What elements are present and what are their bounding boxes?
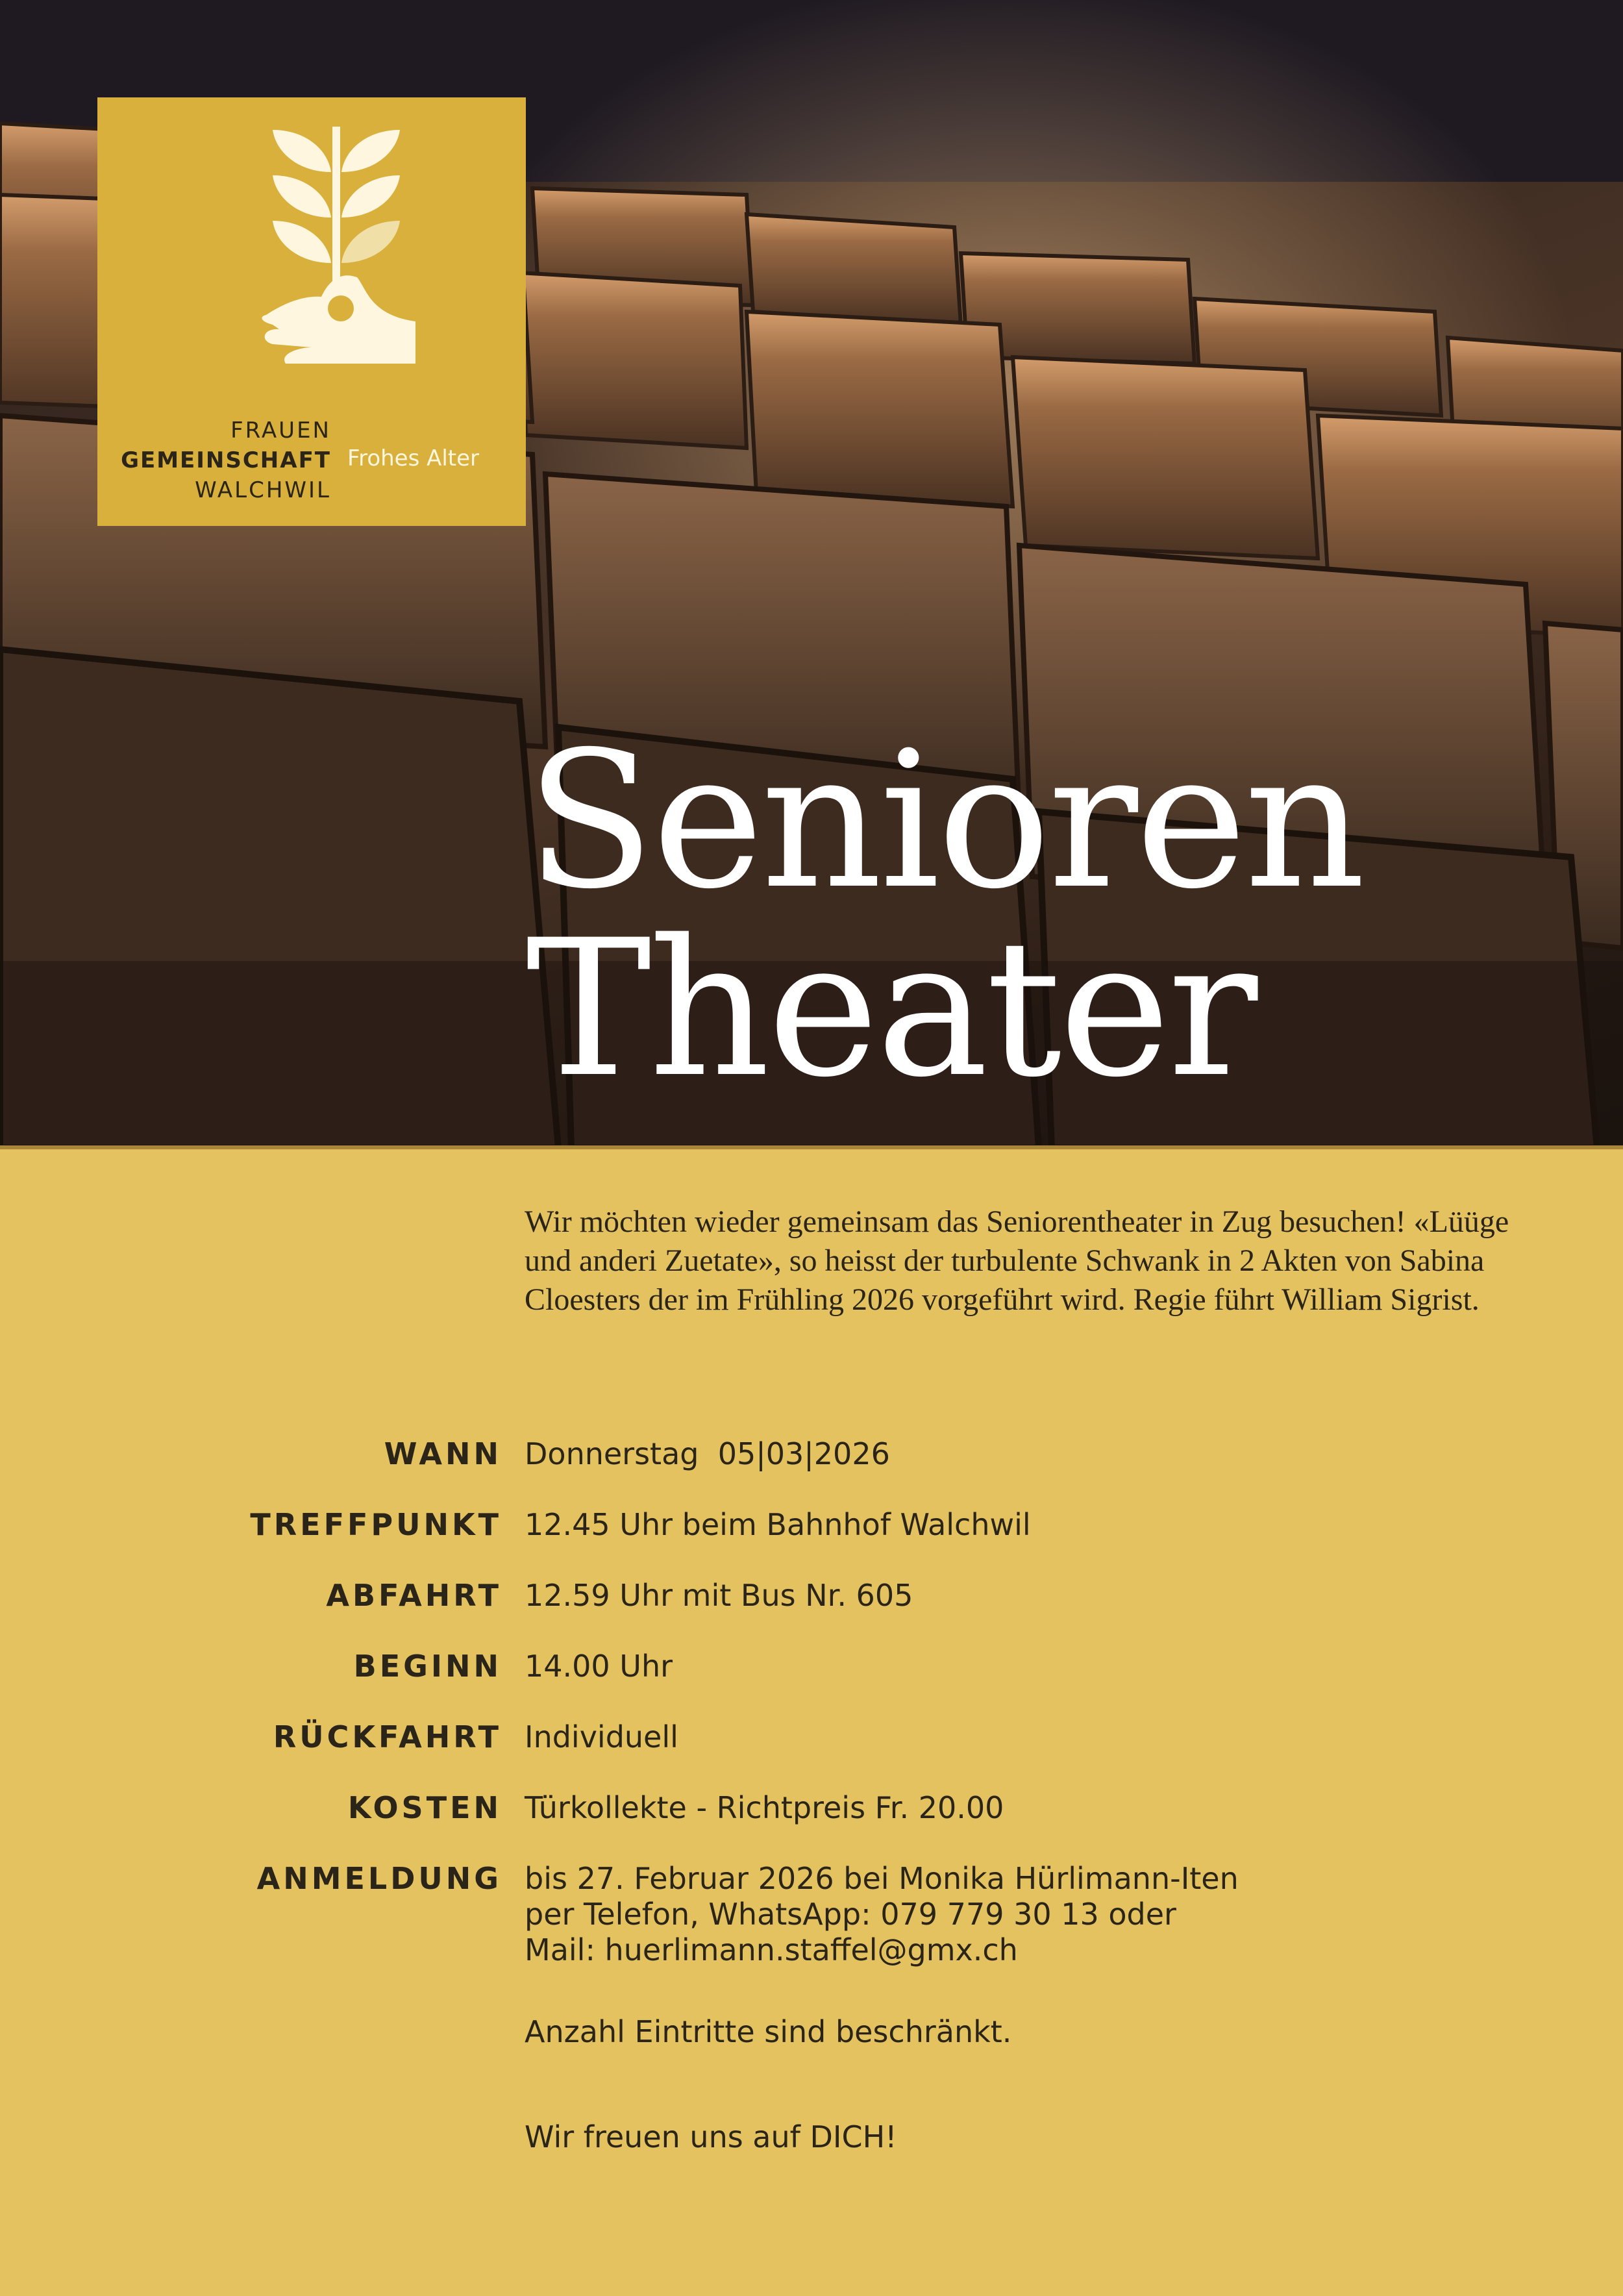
registration-details — [525, 1861, 1239, 1968]
detail-value: 14.00 Uhr — [525, 1649, 673, 1684]
detail-label: ANMELDUNG — [256, 1861, 502, 1896]
title-line-2: Theater — [526, 900, 1256, 1119]
logo-line-walchwil: WALCHWIL — [195, 477, 331, 503]
detail-row-treffpunkt — [0, 1507, 1623, 1578]
logo-line-gemeinschaft: GEMEINSCHAFT — [121, 447, 331, 473]
wheat-hand-icon — [260, 127, 415, 373]
detail-row-rueckfahrt — [0, 1719, 1623, 1790]
registration-line-3: Mail: huerlimann.staffel@gmx.ch — [525, 1932, 1018, 1967]
detail-row-kosten — [0, 1790, 1623, 1861]
detail-label: WANN — [384, 1436, 502, 1471]
detail-row-abfahrt — [0, 1578, 1623, 1649]
logo-wordmark — [97, 416, 331, 505]
page-title — [526, 712, 1500, 1119]
detail-value: Türkollekte - Richtpreis Fr. 20.00 — [525, 1790, 1004, 1825]
detail-row-beginn — [0, 1649, 1623, 1719]
detail-label: TREFFPUNKT — [250, 1507, 502, 1542]
closing-note: Wir freuen uns auf DICH! — [525, 2119, 897, 2154]
detail-label: RÜCKFAHRT — [273, 1719, 502, 1754]
detail-value: Individuell — [525, 1719, 678, 1754]
detail-value: Donnerstag 05|03|2026 — [525, 1436, 890, 1471]
limited-seats-note: Anzahl Eintritte sind beschränkt. — [525, 2014, 1012, 2049]
logo-line-frauen: FRAUEN — [230, 418, 331, 443]
title-line-1: Senioren — [526, 712, 1363, 930]
event-details — [0, 1436, 1623, 2075]
detail-label: ABFAHRT — [326, 1578, 502, 1613]
detail-row-wann — [0, 1436, 1623, 1507]
registration-line-1: bis 27. Februar 2026 bei Monika Hürlimann-Iten — [525, 1861, 1239, 1896]
logo-subtitle: Frohes Alter — [347, 445, 480, 471]
registration-line-2: per Telefon, WhatsApp: 079 779 30 13 oder — [525, 1897, 1176, 1932]
logo — [97, 97, 526, 526]
hero-divider — [0, 1145, 1623, 1149]
detail-value: 12.59 Uhr mit Bus Nr. 605 — [525, 1578, 913, 1613]
detail-value: 12.45 Uhr beim Bahnhof Walchwil — [525, 1507, 1031, 1542]
detail-label: BEGINN — [353, 1649, 502, 1684]
detail-label: KOSTEN — [347, 1790, 502, 1825]
intro-paragraph: Wir möchten wieder gemeinsam das Seniorentheater in Zug besuchen! «Lüüge und anderi Zuetate», so heisst der turbulente Schwank in 2 Akten von Sabina Cloesters der im Frühling 2026 vorgeführt wird. Regie führt William Sigrist. — [525, 1204, 1509, 1317]
